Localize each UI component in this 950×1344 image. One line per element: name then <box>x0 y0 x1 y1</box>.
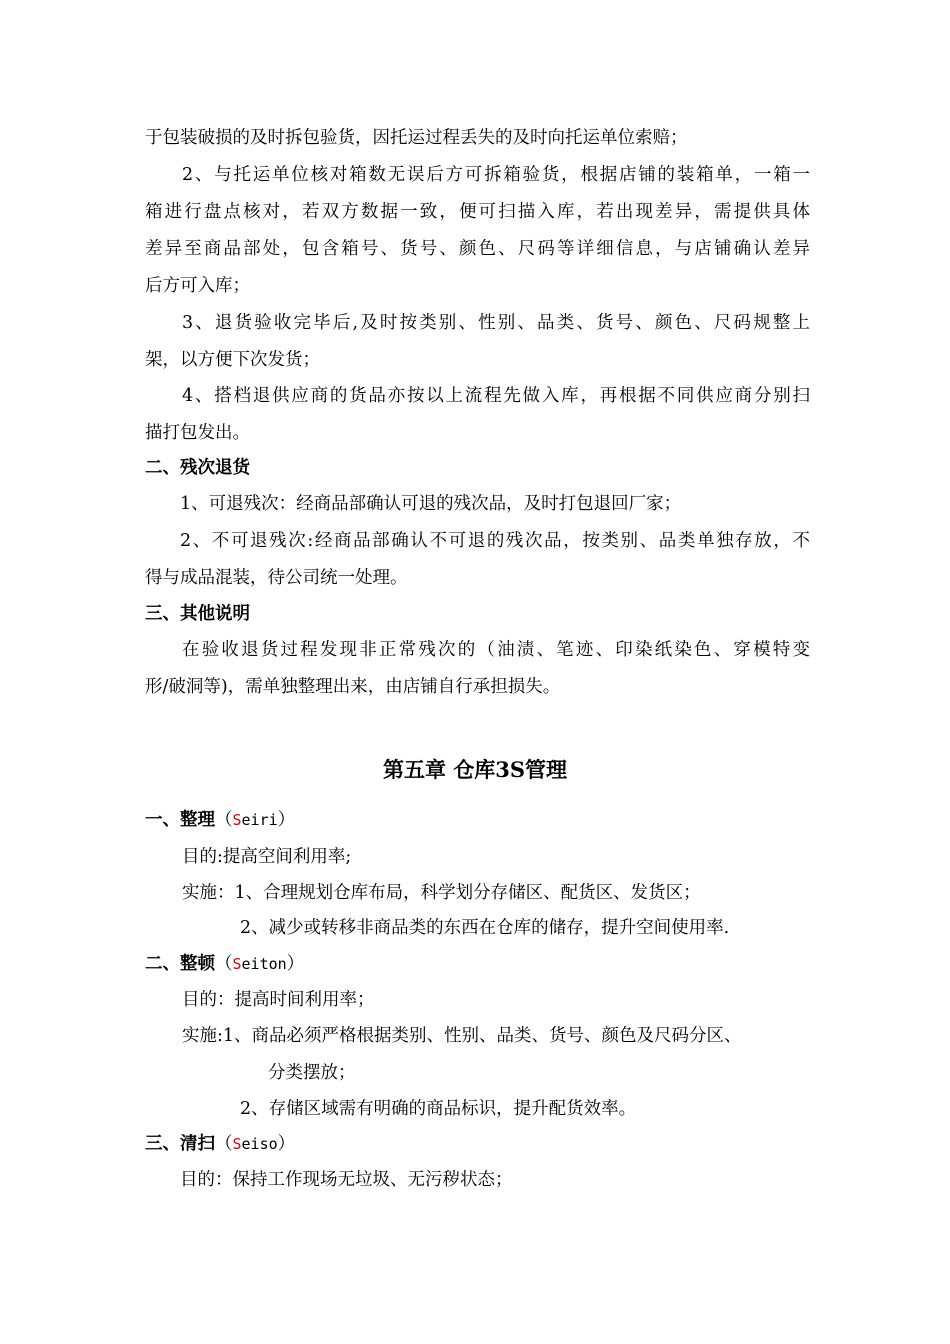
impl-line: 实施:1、商品必须严格根据类别、性别、品类、货号、颜色及尺码分区、 <box>182 1026 742 1046</box>
impl-line: 分类摆放； <box>268 1063 356 1083</box>
paren-close: ） <box>277 810 296 830</box>
heading-text: 一、整理 <box>145 810 215 830</box>
heading-latin: eiri <box>241 811 278 829</box>
paragraph-line: 箱进行盘点核对，若双方数据一致，便可扫描入库，若出现差异，需提供具体 <box>145 202 810 222</box>
goal-line: 目的:提高空间利用率; <box>182 847 352 867</box>
paragraph-line: 在验收退货过程发现非正常残次的（油渍、笔迹、印染纸染色、穿模特变 <box>182 640 810 660</box>
s-letter: S <box>232 955 242 973</box>
impl-line: 2、存储区域需有明确的商品标识，提升配货效率。 <box>240 1099 637 1119</box>
paragraph-line: 描打包发出。 <box>145 423 250 443</box>
paren-open: （ <box>215 954 233 974</box>
impl-line: 实施：1、合理规划仓库布局，科学划分存储区、配货区、发货区； <box>182 883 701 903</box>
paragraph-line: 于包装破损的及时拆包验货，因托运过程丢失的及时向托运单位索赔； <box>145 128 688 148</box>
list-item: 2、不可退残次:经商品部确认不可退的残次品，按类别、品类单独存放，不 <box>180 531 810 551</box>
goal-line: 目的：保持工作现场无垃圾、无污秽状态； <box>180 1170 513 1190</box>
s-letter: S <box>232 811 242 829</box>
heading-text: 二、整顿 <box>145 954 215 974</box>
chapter-title: 第五章 仓库3S管理 <box>382 757 568 782</box>
impl-line: 2、减少或转移非商品类的东西在仓库的储存，提升空间使用率. <box>240 918 730 938</box>
paragraph-line: 后方可入库； <box>145 276 250 296</box>
paragraph-line: 形/破洞等)，需单独整理出来，由店铺自行承担损失。 <box>145 677 561 697</box>
paren-close: ） <box>277 1134 296 1154</box>
section-heading <box>145 952 810 976</box>
list-item: 1、可退残次：经商品部确认可退的残次品，及时打包退回厂家； <box>180 494 682 514</box>
paren-open: （ <box>215 1134 233 1154</box>
paragraph-line: 3、退货验收完毕后,及时按类别、性别、品类、货号、颜色、尺码规整上 <box>182 313 810 333</box>
s-letter: S <box>232 1135 242 1153</box>
paragraph-line: 得与成品混装，待公司统一处理。 <box>145 568 408 588</box>
heading-latin: eiton <box>241 955 287 973</box>
paren-close: ） <box>286 954 305 974</box>
paragraph-line: 架，以方便下次发货； <box>145 350 320 370</box>
section-heading: 二、残次退货 <box>145 458 250 478</box>
heading-text: 三、清扫 <box>145 1134 215 1154</box>
paragraph-line: 2、与托运单位核对箱数无误后方可拆箱验货，根据店铺的装箱单，一箱一 <box>182 165 810 185</box>
section-heading <box>145 808 810 832</box>
paragraph-line: 4、搭档退供应商的货品亦按以上流程先做入库，再根据不同供应商分别扫 <box>182 386 810 406</box>
paren-open: （ <box>215 810 233 830</box>
section-heading <box>145 1132 810 1156</box>
section-heading: 三、其他说明 <box>145 604 250 624</box>
goal-line: 目的：提高时间利用率； <box>182 990 375 1010</box>
paragraph-line: 差异至商品部处，包含箱号、货号、颜色、尺码等详细信息，与店铺确认差异 <box>145 239 810 259</box>
heading-latin: eiso <box>241 1135 278 1153</box>
